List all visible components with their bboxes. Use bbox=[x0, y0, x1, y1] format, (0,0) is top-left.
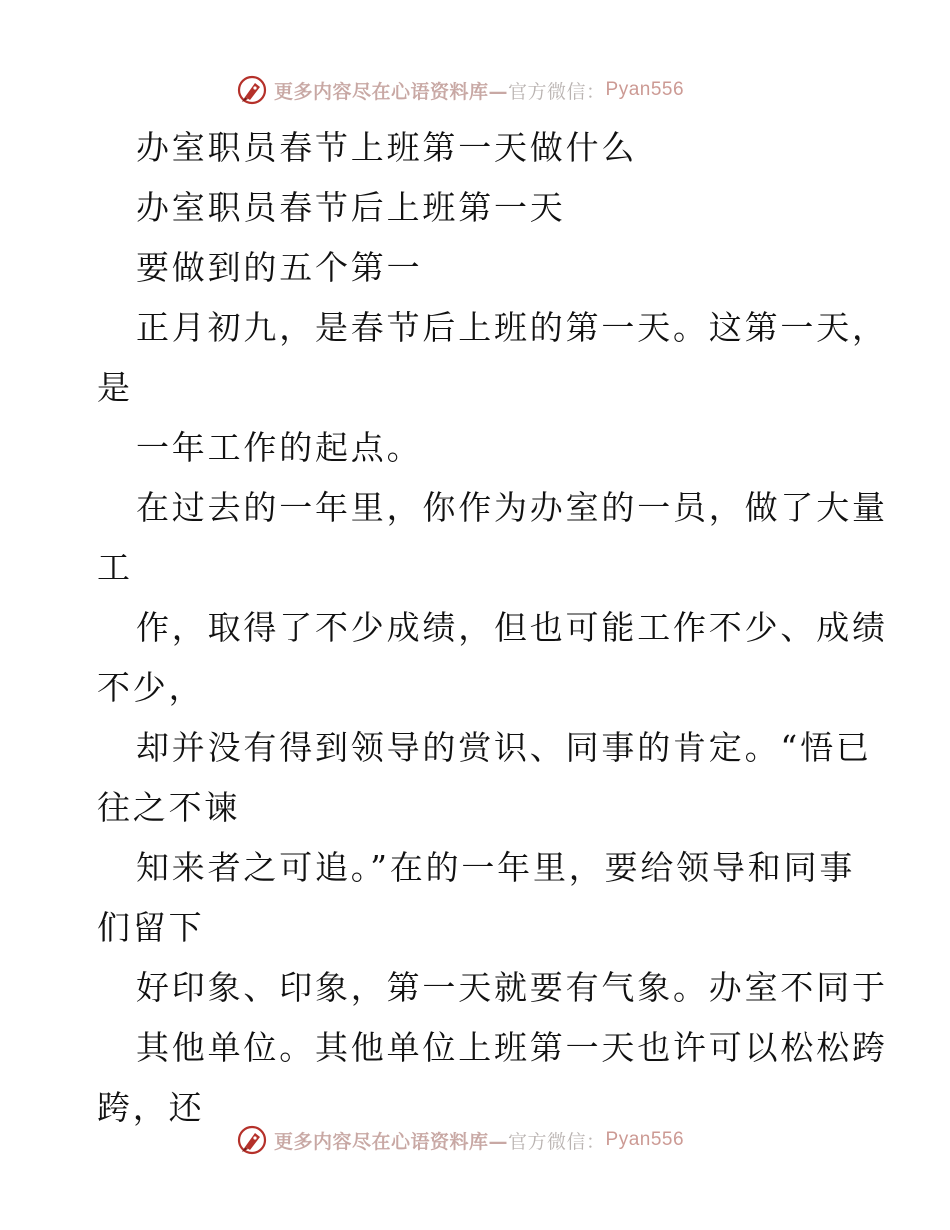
document-line: 一年工作的起点。 bbox=[136, 428, 423, 467]
document-line: 正月初九，是春节后上班的第一天。这第一天， bbox=[136, 308, 888, 347]
pen-nib-logo-icon bbox=[236, 74, 268, 106]
document-line: 们留下 bbox=[97, 908, 205, 947]
document-line: 跨，还 bbox=[97, 1088, 205, 1127]
banner-wechat-id: Pyan556 bbox=[605, 79, 685, 100]
document-line: 要做到的五个第一 bbox=[136, 248, 423, 287]
banner-wechat-label: 官方微信： bbox=[508, 1130, 606, 1153]
document-body bbox=[97, 118, 888, 1138]
document-line: 办室职员春节上班第一天做什么 bbox=[136, 128, 638, 167]
document-line: 知来者之可追。”在的一年里，要给领导和同事 bbox=[136, 848, 856, 887]
document-line: 是 bbox=[97, 368, 133, 407]
banner-promo-text: 更多内容尽在心语资料库— bbox=[274, 80, 509, 103]
footer-banner bbox=[236, 1122, 716, 1158]
document-line: 不少， bbox=[97, 668, 205, 707]
document-line: 工 bbox=[97, 548, 133, 587]
banner-wechat-label: 官方微信： bbox=[508, 80, 606, 103]
document-line: 其他单位。其他单位上班第一天也许可以松松跨 bbox=[136, 1028, 888, 1067]
header-banner bbox=[236, 72, 716, 108]
document-line: 作，取得了不少成绩，但也可能工作不少、成绩 bbox=[136, 608, 888, 647]
document-line: 却并没有得到领导的赏识、同事的肯定。“悟已 bbox=[136, 728, 872, 767]
document-line: 往之不谏 bbox=[97, 788, 241, 827]
document-line: 在过去的一年里，你作为办室的一员，做了大量 bbox=[136, 488, 888, 527]
pen-nib-logo-icon bbox=[236, 1124, 268, 1156]
banner-wechat-id: Pyan556 bbox=[605, 1129, 685, 1150]
document-line: 好印象、印象，第一天就要有气象。办室不同于 bbox=[136, 968, 888, 1007]
document-line: 办室职员春节后上班第一天 bbox=[136, 188, 566, 227]
banner-promo-text: 更多内容尽在心语资料库— bbox=[274, 1130, 509, 1153]
